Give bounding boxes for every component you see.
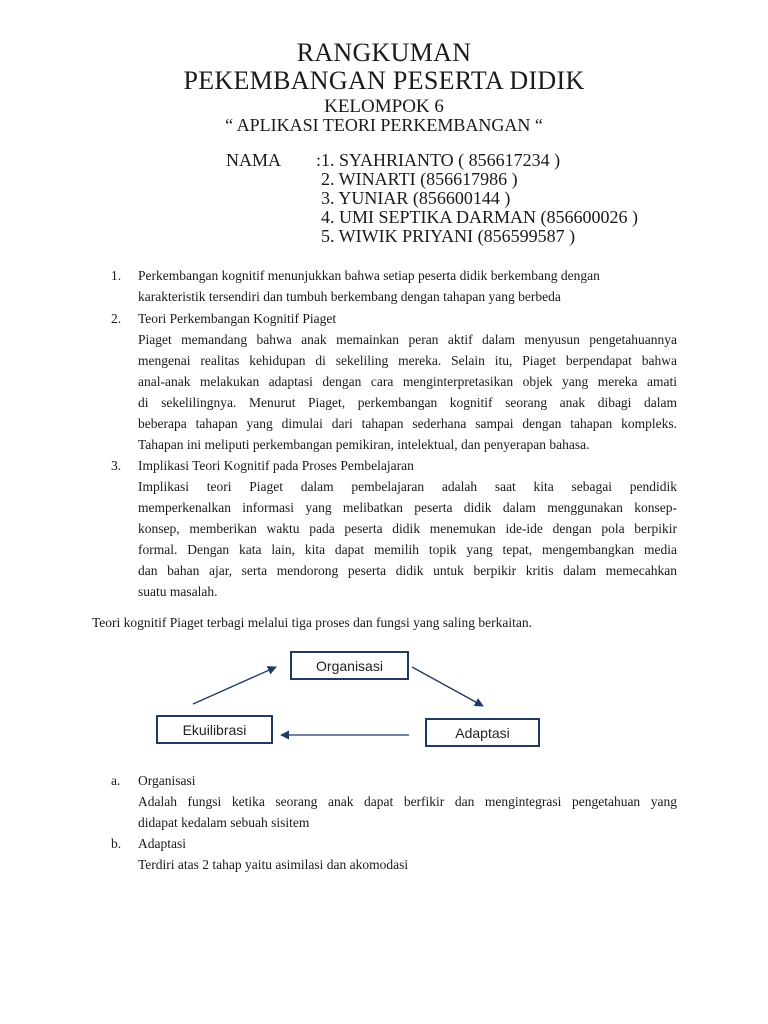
item2-line: mengenai realitas kehidupan di sekeliling mereka. Selain itu, Piaget berpendapat bahwa <box>138 353 677 368</box>
item2-line: di sekelilingnya. Menurut Piaget, perkembangan kognitif seorang anak dibagi dalam <box>138 395 677 410</box>
item2-line: beberapa tahapan yang dimulai dari tahapan sederhana sampai dengan tahapan kompleks. <box>138 416 677 431</box>
ekuilibrasi-node: Ekuilibrasi <box>156 715 273 744</box>
group-label: KELOMPOK 6 <box>324 96 444 117</box>
item3-line: konsep, memberikan waktu pada peserta didik menemukan ide-ide dengan pola berpikir <box>138 521 677 536</box>
item3-line: suatu masalah. <box>138 584 218 599</box>
list-number: 1. <box>111 268 122 283</box>
item1-line: karakteristik tersendiri dan tumbuh berkembang dengan tahapan yang berbeda <box>138 289 561 304</box>
item3-heading: Implikasi Teori Kognitif pada Proses Pembelajaran <box>138 458 414 473</box>
item2-line: anal-anak melakukan adaptasi dengan cara menginterpretasikan objek yang mereka amati <box>138 374 677 389</box>
member-line: 4. UMI SEPTIKA DARMAN (856600026 ) <box>321 207 639 227</box>
subtitle: “ APLIKASI TEORI PERKEMBANGAN “ <box>225 115 543 135</box>
member-line: 2. WINARTI (856617986 ) <box>321 169 518 189</box>
list-number: 2. <box>111 311 122 326</box>
diagram-intro: Teori kognitif Piaget terbagi melalui tiga proses dan fungsi yang saling berkaitan. <box>92 615 532 630</box>
arrow-ekuilibrasi-to-organisasi <box>193 667 276 704</box>
item1-line: Perkembangan kognitif menunjukkan bahwa setiap peserta didik berkembang dengan <box>138 268 600 283</box>
sublist-letter: a. <box>111 773 121 788</box>
item3-line: formal. Dengan kata lain, kita dapat memilih topik yang tepat, mengembangkan media <box>138 542 677 557</box>
sublist-a-line: Adalah fungsi ketika seorang anak dapat berfikir dan mengintegrasi pengetahuan yang <box>138 794 677 809</box>
member-line: 3. YUNIAR (856600144 ) <box>321 188 511 208</box>
member-line: :1. SYAHRIANTO ( 856617234 ) <box>316 150 561 170</box>
title-line-2: PEKEMBANGAN PESERTA DIDIK <box>183 66 585 95</box>
list-number: 3. <box>111 458 122 473</box>
item3-line: dan bahan ajar, serta mendorong peserta didik untuk berpikir kritis dalam memecahkan <box>138 563 677 578</box>
organisasi-node: Organisasi <box>290 651 409 680</box>
item3-line: memperkenalkan informasi yang melibatkan peserta didik dalam menggunakan konsep- <box>138 500 677 515</box>
item2-line: Tahapan ini meliputi perkembangan pemikiran, intelektual, dan penyerapan bahasa. <box>138 437 590 452</box>
sublist-a-heading: Organisasi <box>138 773 196 788</box>
sublist-letter: b. <box>111 836 122 851</box>
item2-heading: Teori Perkembangan Kognitif Piaget <box>138 311 337 326</box>
members-label: NAMA <box>226 150 282 170</box>
arrow-organisasi-to-adaptasi <box>412 667 483 706</box>
item2-line: Piaget memandang bahwa anak memainkan peran aktif dalam menyusun pengetahuannya <box>138 332 677 347</box>
member-line: 5. WIWIK PRIYANI (856599587 ) <box>321 226 576 246</box>
sublist-b-line: Terdiri atas 2 tahap yaitu asimilasi dan akomodasi <box>138 857 409 872</box>
title-line-1: RANGKUMAN <box>296 38 472 67</box>
sublist-b-heading: Adaptasi <box>138 836 186 851</box>
item3-line: Implikasi teori Piaget dalam pembelajaran adalah saat kita sebagai pendidik <box>138 479 677 494</box>
adaptasi-node: Adaptasi <box>425 718 540 747</box>
sublist-a-line: didapat kedalam sebuah sisitem <box>138 815 310 830</box>
